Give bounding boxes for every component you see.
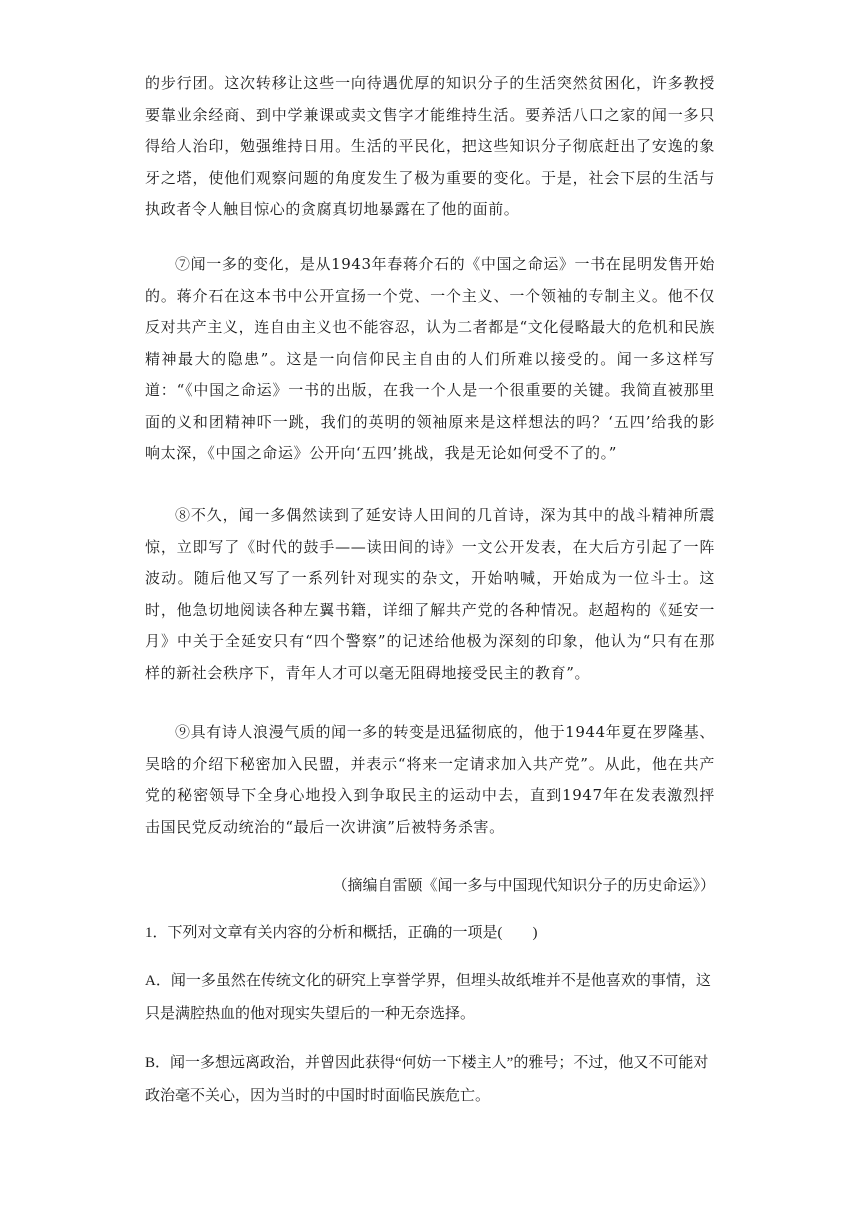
paragraph-continued: 的步行团。这次转移让这些一向待遇优厚的知识分子的生活突然贫困化，许多教授要靠业余经商、到中学兼课或卖文售字才能维持生活。要养活八口之家的闻一多只得给人治印，勉强维持日用。生活的平民化，把这些知识分子彻底赶出了安逸的象牙之塔，使他们观察问题的角度发生了极为重要的变化。于是，社会下层的生活与执政者令人触目惊心的贪腐真切地暴露在了他的面前。 xyxy=(145,74,715,218)
option-b: B．闻一多想远离政治，并曾因此获得“何妨一下楼主人”的雅号；不过，他又不可能对政治毫不关心，因为当时的中国时时面临民族危亡。 xyxy=(145,1055,709,1104)
article-source: （摘编自雷颐《闻一多与中国现代知识分子的历史命运》） xyxy=(332,876,715,894)
paragraph-9: ⑨具有诗人浪漫气质的闻一多的转变是迅猛彻底的，他于1944年夏在罗隆基、吴晗的介绍下秘密加入民盟，并表示“将来一定请求加入共产党”。从此，他在共产党的秘密领导下全身心地投入到争取民主的运动中去，直到1947年在发表激烈抨击国民党反动统治的“最后一次讲演”后被特务杀害。 xyxy=(145,723,715,836)
paragraph-7: ⑦闻一多的变化，是从1943年春蒋介石的《中国之命运》一书在昆明发售开始的。蒋介石在这本书中公开宣扬一个党、一个主义、一个领袖的专制主义。他不仅反对共产主义，连自由主义也不能容忍，认为二者都是“文化侵略最大的危机和民族精神最大的隐患”。这是一向信仰民主自由的人们所难以接受的。闻一多这样写道：“《中国之命运》一书的出版，在我一个人是一个很重要的关键。我简直被那里面的义和团精神吓一跳，我们的英明的领袖原来是这样想法的吗？‘五四’给我的影响太深，《中国之命运》公开向‘五四’挑战，我是无论如何受不了的。” xyxy=(145,255,715,462)
option-a: A．闻一多虽然在传统文化的研究上享誉学界，但埋头故纸堆并不是他喜欢的事情，这只是满腔热血的他对现实失望后的一种无奈选择。 xyxy=(145,973,711,1022)
paragraph-8: ⑧不久，闻一多偶然读到了延安诗人田间的几首诗，深为其中的战斗精神所震惊，立即写了《时代的鼓手——读田间的诗》一文公开发表，在大后方引起了一阵波动。随后他又写了一系列针对现实的杂文，开始呐喊，开始成为一位斗士。这时，他急切地阅读各种左翼书籍，详细了解共产党的各种情况。赵超构的《延安一月》中关于全延安只有“四个警察”的记述给他极为深刻的印象，他认为“只有在那样的新社会秩序下，青年人才可以毫无阻碍地接受民主的教育”。 xyxy=(145,506,715,682)
question-stem: 1．下列对文章有关内容的分析和概括，正确的一项是( ) xyxy=(145,925,538,941)
